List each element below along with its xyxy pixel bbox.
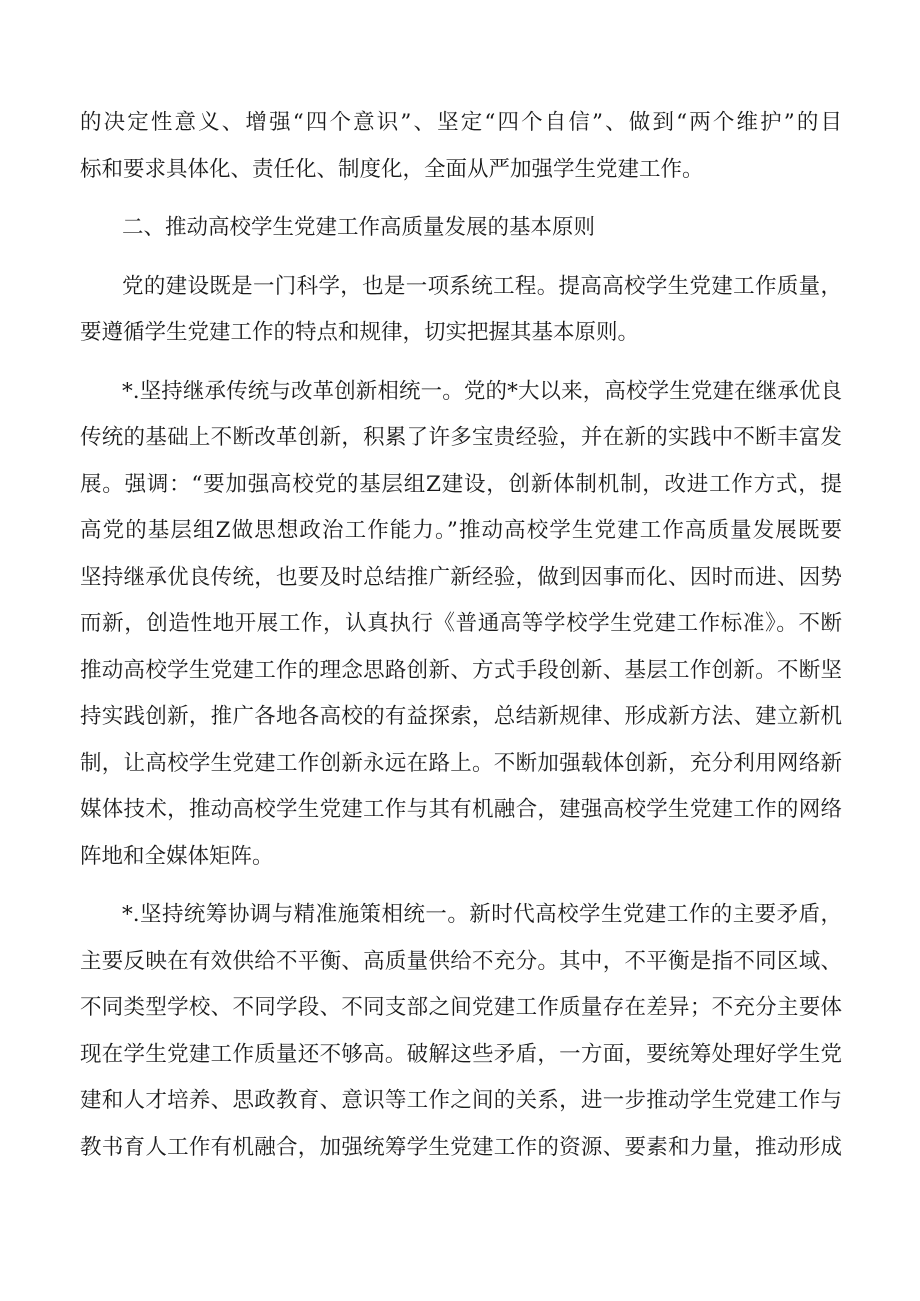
text-line: 要遵循学生党建工作的特点和规律，切实把握其基本原则。 xyxy=(80,320,640,345)
text-line: 党的建设既是一门科学，也是一项系统工程。提高高校学生党建工作质量， xyxy=(122,273,842,299)
text-line: 标和要求具体化、责任化、制度化，全面从严加强学生党建工作。 xyxy=(80,156,704,182)
text-line: 高党的基层组Z做思想政治工作能力。”推动高校学生党建工作高质量发展既要 xyxy=(80,518,842,543)
paragraph-principle-1 xyxy=(80,369,842,881)
text-line: 的决定性意义、增强“四个意识”、坚定“四个自信”、做到“两个维护”的目 xyxy=(80,110,842,135)
text-line: 主要反映在有效供给不平衡、高质量供给不充分。其中，不平衡是指不同区域、 xyxy=(80,948,842,974)
text-line: 坚持继承优良传统，也要及时总结推广新经验，做到因事而化、因时而进、因势 xyxy=(80,564,842,590)
text-line: 阵地和全媒体矩阵。 xyxy=(80,843,274,869)
paragraph-intro xyxy=(80,264,842,357)
text-line: 展。强调：“要加强高校党的基层组Z建设，创新体制机制，改进工作方式，提 xyxy=(80,471,842,497)
paragraph-principle-2 xyxy=(80,892,842,1171)
text-line: 媒体技术，推动高校学生党建工作与其有机融合，建强高校学生党建工作的网络 xyxy=(80,797,842,822)
text-line: *.坚持继承传统与改革创新相统一。党的*大以来，高校学生党建在继承优良 xyxy=(122,378,842,404)
text-line: 推动高校学生党建工作的理念思路创新、方式手段创新、基层工作创新。不断坚 xyxy=(80,657,842,683)
text-line: 不同类型学校、不同学段、不同支部之间党建工作质量存在差异；不充分主要体 xyxy=(80,995,842,1020)
text-line: 而新，创造性地开展工作，认真执行《普通高等学校学生党建工作标准》。不断 xyxy=(80,611,842,636)
document-body xyxy=(80,100,842,1171)
text-line: 现在学生党建工作质量还不够高。破解这些矛盾，一方面，要统筹处理好学生党 xyxy=(80,1041,842,1067)
text-line: 传统的基础上不断改革创新，积累了许多宝贵经验，并在新的实践中不断丰富发 xyxy=(80,425,842,450)
text-line: 建和人才培养、思政教育、意识等工作之间的关系，进一步推动学生党建工作与 xyxy=(80,1088,842,1113)
section-heading xyxy=(80,205,842,252)
text-line: 持实践创新，推广各地各高校的有益探索，总结新规律、形成新方法、建立新机 xyxy=(80,704,842,729)
text-line: *.坚持统筹协调与精准施策相统一。新时代高校学生党建工作的主要矛盾， xyxy=(122,902,842,927)
section-heading-text: 二、推动高校学生党建工作高质量发展的基本原则 xyxy=(122,215,596,240)
text-line: 教书育人工作有机融合，加强统筹学生党建工作的资源、要素和力量，推动形成 xyxy=(80,1134,842,1160)
text-line: 制，让高校学生党建工作创新永远在路上。不断加强载体创新，充分利用网络新 xyxy=(80,750,842,776)
paragraph-continuation xyxy=(80,100,842,193)
